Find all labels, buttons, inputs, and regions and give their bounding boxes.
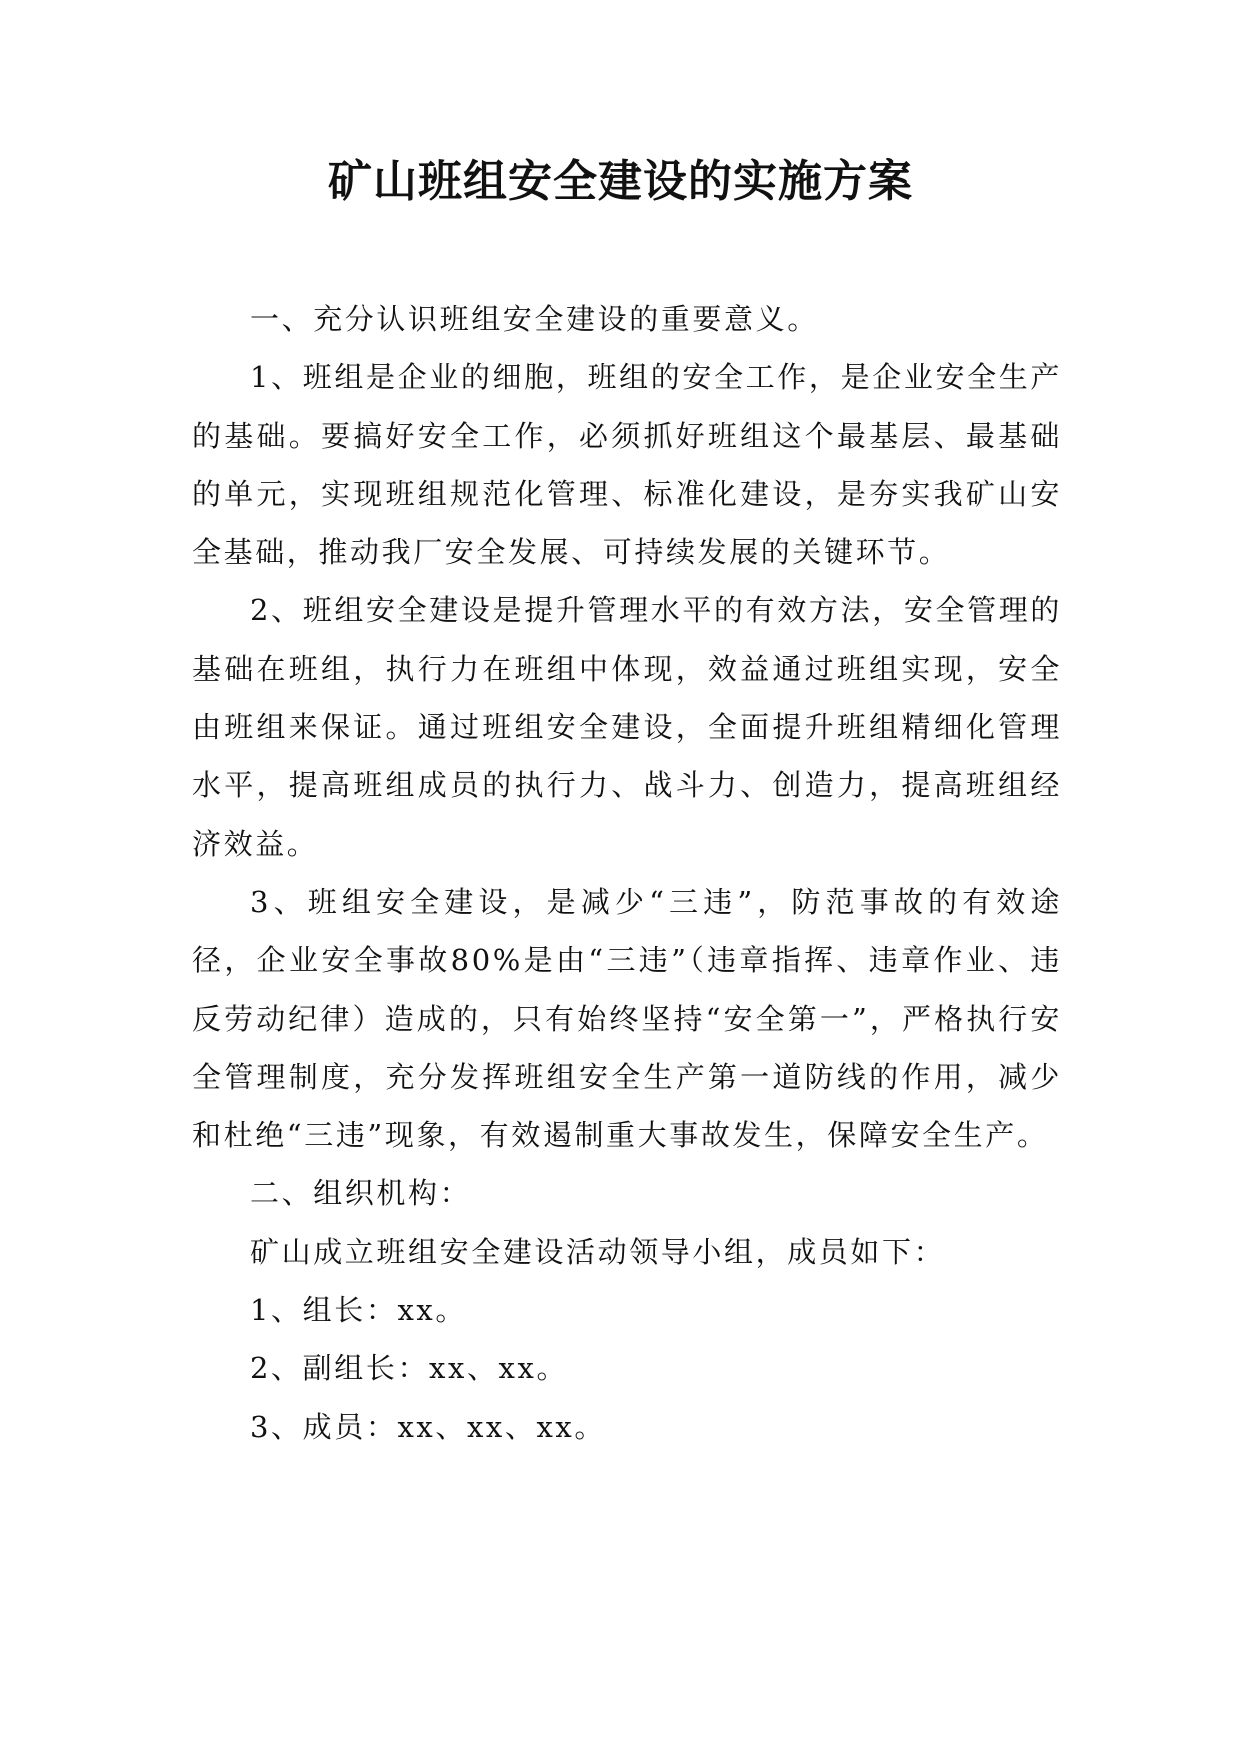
paragraph-point-2: 2、班组安全建设是提升管理水平的有效方法，安全管理的基础在班组，执行力在班组中体现，效益通过班组实现，安全由班组来保证。通过班组安全建设，全面提升班组精细化管理水平，提高班组成员的执行力、战斗力、创造力，提高班组经济效益。 bbox=[192, 593, 1062, 861]
document-body bbox=[192, 290, 1062, 1456]
section-heading-significance: 一、充分认识班组安全建设的重要意义。 bbox=[250, 302, 819, 336]
list-item-leader: 1、组长：xx。 bbox=[250, 1293, 467, 1328]
list-item-members: 3、成员：xx、xx、xx。 bbox=[250, 1409, 606, 1444]
section-heading-organization: 二、组织机构： bbox=[250, 1176, 472, 1211]
paragraph-point-3: 3、班组安全建设，是减少“三违”，防范事故的有效途径，企业安全事故80%是由“三违”（违章指挥、违章作业、违反劳动纪律）造成的，只有始终坚持“安全第一”，严格执行安全管理制度，充分发挥班组安全生产第一道防线的作用，减少和杜绝“三违”现象，有效遏制重大事故发生，保障安全生产。 bbox=[192, 884, 1062, 1153]
paragraph-point-1: 1、班组是企业的细胞，班组的安全工作，是企业安全生产的基础。要搞好安全工作，必须抓好班组这个最基层、最基础的单元，实现班组规范化管理、标准化建设，是夯实我矿山安全基础，推动我厂安全发展、可持续发展的关键环节。 bbox=[192, 360, 1062, 570]
document-title: 矿山班组安全建设的实施方案 bbox=[328, 156, 913, 207]
paragraph-org-intro: 矿山成立班组安全建设活动领导小组，成员如下： bbox=[250, 1234, 946, 1269]
list-item-deputy-leader: 2、副组长：xx、xx。 bbox=[250, 1351, 569, 1386]
